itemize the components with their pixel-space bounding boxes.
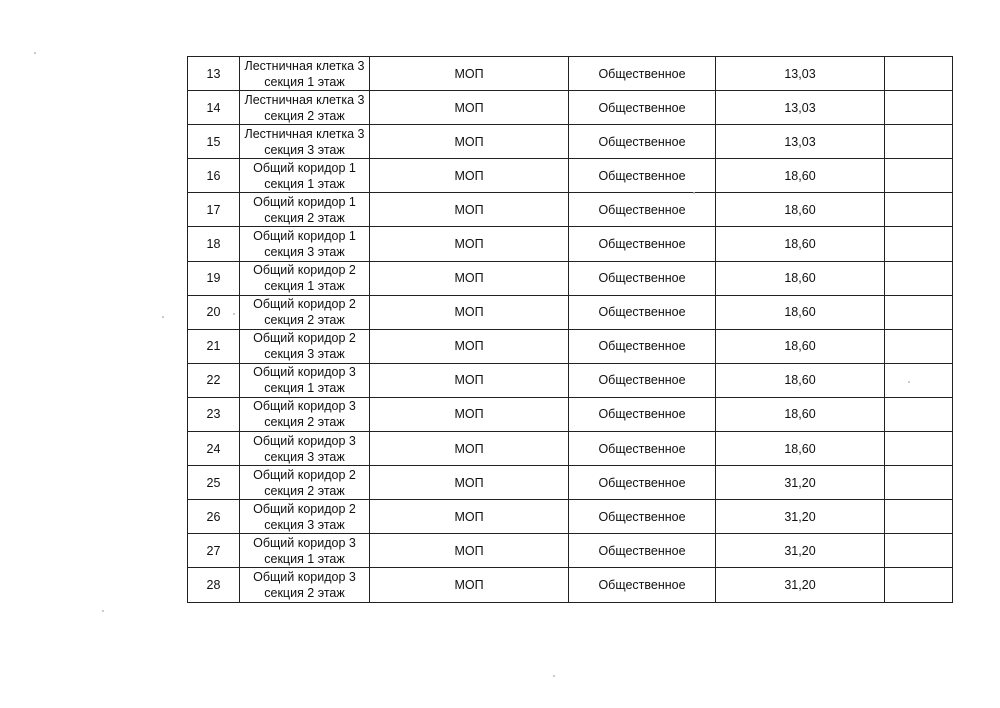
notes-cell — [885, 363, 953, 397]
premises-name-text: Общий коридор 2 секция 2 этаж — [253, 297, 356, 328]
area-cell — [716, 568, 885, 602]
area-text: 18,60 — [784, 202, 816, 217]
premises-type-cell — [370, 329, 569, 363]
purpose-text: Общественное — [598, 202, 686, 217]
purpose-cell — [569, 57, 716, 91]
row-number-text: 23 — [206, 407, 221, 422]
premises-name-cell — [240, 193, 370, 227]
area-cell — [716, 500, 885, 534]
area-text: 31,20 — [784, 475, 816, 490]
premises-name-cell — [240, 432, 370, 466]
row-number-text: 15 — [206, 134, 221, 149]
premises-name-cell — [240, 261, 370, 295]
premises-name-text: Общий коридор 2 секция 1 этаж — [253, 263, 356, 294]
row-number-text: 20 — [206, 305, 221, 320]
scan-speck — [102, 610, 104, 612]
premises-type-text: МОП — [454, 475, 484, 490]
table-row — [188, 227, 953, 261]
table-row — [188, 500, 953, 534]
purpose-cell — [569, 91, 716, 125]
row-number-text: 26 — [206, 509, 221, 524]
notes-cell — [885, 329, 953, 363]
notes-cell — [885, 534, 953, 568]
table-row — [188, 57, 953, 91]
area-cell — [716, 363, 885, 397]
premises-type-text: МОП — [454, 100, 484, 115]
purpose-cell — [569, 125, 716, 159]
premises-type-text: МОП — [454, 134, 484, 149]
notes-cell — [885, 397, 953, 431]
area-text: 13,03 — [784, 134, 816, 149]
area-text: 18,60 — [784, 407, 816, 422]
premises-type-cell — [370, 159, 569, 193]
row-number-cell — [188, 466, 240, 500]
premises-type-cell — [370, 568, 569, 602]
premises-name-cell — [240, 91, 370, 125]
row-number-cell — [188, 91, 240, 125]
scan-speck — [162, 316, 164, 318]
purpose-text: Общественное — [598, 271, 686, 286]
notes-cell — [885, 466, 953, 500]
premises-type-text: МОП — [454, 543, 484, 558]
notes-cell — [885, 432, 953, 466]
area-text: 18,60 — [784, 168, 816, 183]
premises-name-cell — [240, 125, 370, 159]
table-row — [188, 91, 953, 125]
premises-type-text: МОП — [454, 271, 484, 286]
table-row — [188, 261, 953, 295]
premises-name-cell — [240, 363, 370, 397]
premises-name-text: Общий коридор 2 секция 2 этаж — [253, 467, 356, 498]
premises-type-cell — [370, 91, 569, 125]
purpose-text: Общественное — [598, 134, 686, 149]
table-row — [188, 159, 953, 193]
area-cell — [716, 534, 885, 568]
premises-name-text: Общий коридор 1 секция 1 этаж — [253, 160, 356, 191]
premises-name-text: Общий коридор 1 секция 3 этаж — [253, 229, 356, 260]
premises-name-text: Общий коридор 3 секция 2 этаж — [253, 569, 356, 600]
premises-name-cell — [240, 397, 370, 431]
table-row — [188, 568, 953, 602]
row-number-cell — [188, 329, 240, 363]
purpose-text: Общественное — [598, 100, 686, 115]
purpose-cell — [569, 295, 716, 329]
row-number-text: 13 — [206, 66, 221, 81]
notes-cell — [885, 125, 953, 159]
area-text: 18,60 — [784, 271, 816, 286]
premises-name-cell — [240, 57, 370, 91]
row-number-cell — [188, 432, 240, 466]
area-cell — [716, 261, 885, 295]
row-number-text: 17 — [206, 202, 221, 217]
purpose-text: Общественное — [598, 407, 686, 422]
premises-type-text: МОП — [454, 441, 484, 456]
premises-name-cell — [240, 227, 370, 261]
premises-name-text: Лестничная клетка 3 секция 3 этаж — [244, 126, 365, 157]
purpose-text: Общественное — [598, 577, 686, 592]
premises-name-text: Общий коридор 3 секция 1 этаж — [253, 535, 356, 566]
area-text: 13,03 — [784, 66, 816, 81]
premises-name-text: Общий коридор 3 секция 1 этаж — [253, 365, 356, 396]
premises-name-cell — [240, 159, 370, 193]
purpose-text: Общественное — [598, 475, 686, 490]
premises-type-cell — [370, 500, 569, 534]
row-number-cell — [188, 159, 240, 193]
area-cell — [716, 227, 885, 261]
row-number-text: 25 — [206, 475, 221, 490]
notes-cell — [885, 57, 953, 91]
area-text: 18,60 — [784, 373, 816, 388]
premises-type-text: МОП — [454, 237, 484, 252]
row-number-text: 28 — [206, 577, 221, 592]
premises-type-text: МОП — [454, 407, 484, 422]
premises-type-text: МОП — [454, 305, 484, 320]
row-number-text: 19 — [206, 271, 221, 286]
purpose-cell — [569, 534, 716, 568]
premises-table — [187, 56, 953, 603]
row-number-text: 16 — [206, 168, 221, 183]
area-text: 31,20 — [784, 577, 816, 592]
row-number-cell — [188, 500, 240, 534]
premises-type-cell — [370, 466, 569, 500]
area-text: 18,60 — [784, 305, 816, 320]
table-row — [188, 295, 953, 329]
premises-type-cell — [370, 193, 569, 227]
notes-cell — [885, 227, 953, 261]
row-number-cell — [188, 261, 240, 295]
premises-type-cell — [370, 261, 569, 295]
area-text: 31,20 — [784, 509, 816, 524]
row-number-text: 24 — [206, 441, 221, 456]
premises-type-text: МОП — [454, 509, 484, 524]
notes-cell — [885, 500, 953, 534]
area-cell — [716, 91, 885, 125]
scan-speck — [553, 675, 555, 677]
premises-type-text: МОП — [454, 202, 484, 217]
row-number-cell — [188, 397, 240, 431]
table-row — [188, 329, 953, 363]
area-cell — [716, 397, 885, 431]
premises-type-text: МОП — [454, 339, 484, 354]
premises-type-cell — [370, 432, 569, 466]
scan-speck — [693, 192, 695, 194]
purpose-text: Общественное — [598, 237, 686, 252]
table-row — [188, 397, 953, 431]
area-cell — [716, 159, 885, 193]
premises-name-text: Общий коридор 3 секция 3 этаж — [253, 433, 356, 464]
purpose-cell — [569, 159, 716, 193]
purpose-text: Общественное — [598, 373, 686, 388]
row-number-text: 27 — [206, 543, 221, 558]
area-cell — [716, 432, 885, 466]
table-row — [188, 432, 953, 466]
premises-type-cell — [370, 397, 569, 431]
row-number-cell — [188, 193, 240, 227]
scan-speck — [908, 381, 910, 383]
premises-name-cell — [240, 295, 370, 329]
notes-cell — [885, 261, 953, 295]
premises-type-text: МОП — [454, 66, 484, 81]
premises-name-text: Общий коридор 3 секция 2 этаж — [253, 399, 356, 430]
premises-name-text: Лестничная клетка 3 секция 2 этаж — [244, 92, 365, 123]
row-number-cell — [188, 363, 240, 397]
area-text: 18,60 — [784, 237, 816, 252]
area-text: 18,60 — [784, 339, 816, 354]
row-number-text: 22 — [206, 373, 221, 388]
table-row — [188, 363, 953, 397]
purpose-cell — [569, 466, 716, 500]
premises-name-text: Общий коридор 2 секция 3 этаж — [253, 501, 356, 532]
area-cell — [716, 466, 885, 500]
table-row — [188, 466, 953, 500]
table-body — [188, 57, 953, 603]
area-cell — [716, 57, 885, 91]
purpose-cell — [569, 227, 716, 261]
row-number-text: 21 — [206, 339, 221, 354]
table-row — [188, 125, 953, 159]
purpose-cell — [569, 261, 716, 295]
purpose-cell — [569, 432, 716, 466]
notes-cell — [885, 91, 953, 125]
row-number-text: 14 — [206, 100, 221, 115]
scan-speck — [233, 313, 235, 315]
premises-name-cell — [240, 329, 370, 363]
table-row — [188, 534, 953, 568]
premises-name-cell — [240, 500, 370, 534]
premises-type-cell — [370, 57, 569, 91]
row-number-cell — [188, 295, 240, 329]
premises-type-cell — [370, 227, 569, 261]
row-number-cell — [188, 568, 240, 602]
area-cell — [716, 193, 885, 227]
notes-cell — [885, 295, 953, 329]
premises-name-text: Лестничная клетка 3 секция 1 этаж — [244, 58, 365, 89]
purpose-text: Общественное — [598, 509, 686, 524]
premises-name-text: Общий коридор 1 секция 2 этаж — [253, 194, 356, 225]
premises-type-cell — [370, 534, 569, 568]
row-number-cell — [188, 57, 240, 91]
premises-name-cell — [240, 568, 370, 602]
area-text: 13,03 — [784, 100, 816, 115]
premises-type-text: МОП — [454, 168, 484, 183]
row-number-text: 18 — [206, 237, 221, 252]
row-number-cell — [188, 125, 240, 159]
area-text: 31,20 — [784, 543, 816, 558]
scan-speck — [34, 52, 36, 54]
premises-type-text: МОП — [454, 373, 484, 388]
purpose-text: Общественное — [598, 66, 686, 81]
premises-type-cell — [370, 295, 569, 329]
notes-cell — [885, 193, 953, 227]
purpose-cell — [569, 363, 716, 397]
row-number-cell — [188, 534, 240, 568]
area-text: 18,60 — [784, 441, 816, 456]
area-cell — [716, 125, 885, 159]
notes-cell — [885, 159, 953, 193]
purpose-cell — [569, 193, 716, 227]
premises-type-cell — [370, 125, 569, 159]
table-row — [188, 193, 953, 227]
premises-name-cell — [240, 534, 370, 568]
purpose-cell — [569, 329, 716, 363]
purpose-cell — [569, 568, 716, 602]
purpose-cell — [569, 500, 716, 534]
premises-type-text: МОП — [454, 577, 484, 592]
area-cell — [716, 295, 885, 329]
purpose-text: Общественное — [598, 305, 686, 320]
notes-cell — [885, 568, 953, 602]
area-cell — [716, 329, 885, 363]
premises-name-cell — [240, 466, 370, 500]
purpose-text: Общественное — [598, 441, 686, 456]
purpose-text: Общественное — [598, 543, 686, 558]
premises-type-cell — [370, 363, 569, 397]
purpose-text: Общественное — [598, 168, 686, 183]
purpose-cell — [569, 397, 716, 431]
row-number-cell — [188, 227, 240, 261]
purpose-text: Общественное — [598, 339, 686, 354]
premises-name-text: Общий коридор 2 секция 3 этаж — [253, 331, 356, 362]
